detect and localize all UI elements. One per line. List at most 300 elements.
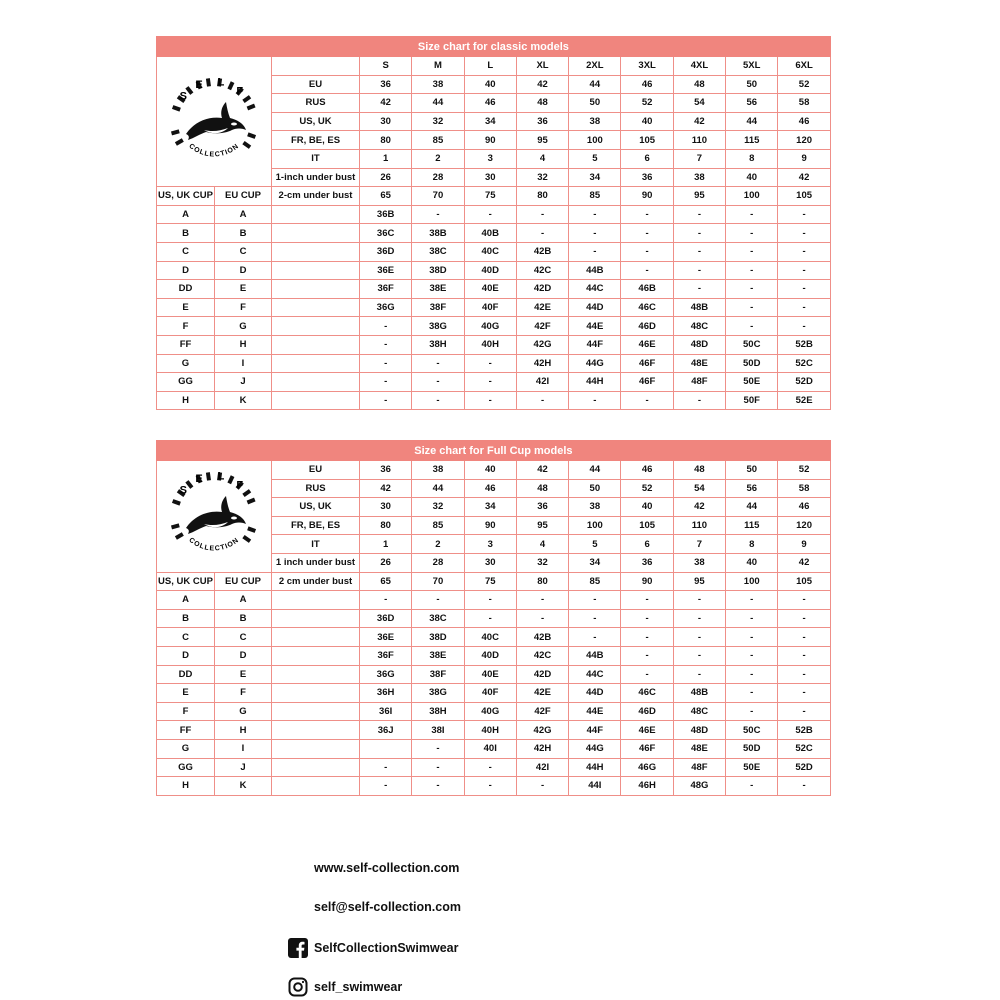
- table-cell: 52: [621, 479, 673, 498]
- table-cell: -: [778, 298, 830, 317]
- table-cell: 44F: [569, 335, 621, 354]
- row-label: IT: [272, 149, 360, 168]
- table-cell: 40: [726, 168, 778, 187]
- table-cell: 46D: [621, 317, 673, 336]
- eu-cup: C: [215, 242, 272, 261]
- table-cell: -: [726, 205, 778, 224]
- table-cell: 28: [412, 168, 464, 187]
- table-cell: 42E: [516, 298, 568, 317]
- table-cell: 48F: [673, 373, 725, 392]
- table-cell: 42F: [516, 702, 568, 721]
- table-cell: 110: [673, 131, 725, 150]
- table-cell: -: [621, 391, 673, 410]
- table-row: [157, 628, 831, 647]
- table-cell: 6: [621, 535, 673, 554]
- table-cell: 105: [621, 516, 673, 535]
- table-row: [157, 373, 831, 392]
- table-cell: 32: [516, 168, 568, 187]
- table-cell: 85: [569, 187, 621, 206]
- table-cell: -: [673, 261, 725, 280]
- table-cell: 48D: [673, 335, 725, 354]
- row-label: FR, BE, ES: [272, 516, 360, 535]
- table-cell: 38F: [412, 298, 464, 317]
- table-cell: -: [673, 646, 725, 665]
- table-cell: 42: [673, 112, 725, 131]
- table-cell: 46F: [621, 373, 673, 392]
- table-row: [157, 317, 831, 336]
- eu-cup: F: [215, 684, 272, 703]
- table-cell: -: [726, 242, 778, 261]
- table-cell: 34: [464, 112, 516, 131]
- row-label: FR, BE, ES: [272, 131, 360, 150]
- logo-dash: [187, 482, 192, 488]
- table-cell: -: [464, 373, 516, 392]
- blank-cell: [272, 354, 360, 373]
- table-cell: -: [778, 665, 830, 684]
- table-cell: 36: [360, 461, 412, 480]
- table-cell: 44E: [569, 317, 621, 336]
- logo-dash: [171, 526, 179, 528]
- table-cell: 50F: [726, 391, 778, 410]
- table-cell: 30: [464, 553, 516, 572]
- table-cell: 95: [673, 572, 725, 591]
- table-cell: 115: [726, 516, 778, 535]
- table-cell: 38H: [412, 335, 464, 354]
- table-cell: 90: [464, 516, 516, 535]
- logo-letter: F: [236, 84, 244, 97]
- table-cell: 38D: [412, 261, 464, 280]
- blank-cell: [272, 373, 360, 392]
- size-header: 3XL: [621, 57, 673, 76]
- table-cell: 38D: [412, 628, 464, 647]
- table-cell: -: [569, 591, 621, 610]
- table-cell: -: [726, 665, 778, 684]
- table-cell: 52B: [778, 335, 830, 354]
- us-uk-cup: FF: [157, 721, 215, 740]
- table-cell: 52C: [778, 739, 830, 758]
- logo-letter: S: [179, 484, 188, 497]
- eu-cup: D: [215, 261, 272, 280]
- table-cell: -: [464, 758, 516, 777]
- table-row: [157, 242, 831, 261]
- table-cell: -: [621, 242, 673, 261]
- table-cell: -: [673, 205, 725, 224]
- eu-cup: K: [215, 777, 272, 796]
- table-cell: 44: [726, 498, 778, 517]
- logo-dash: [247, 500, 254, 503]
- table-cell: 9: [778, 149, 830, 168]
- table-cell: -: [516, 609, 568, 628]
- table-cell: 105: [778, 572, 830, 591]
- table-cell: 40G: [464, 702, 516, 721]
- table-cell: -: [360, 373, 412, 392]
- table-cell: 34: [464, 498, 516, 517]
- blank-cell: [272, 298, 360, 317]
- blank-cell: [272, 646, 360, 665]
- table-cell: 44C: [569, 280, 621, 299]
- eu-cup: D: [215, 646, 272, 665]
- table-cell: 4: [516, 149, 568, 168]
- table-cell: 36F: [360, 646, 412, 665]
- table-cell: 38B: [412, 224, 464, 243]
- logo-dash: [248, 134, 256, 137]
- logo-dash: [248, 529, 256, 532]
- us-uk-cup-header: US, UK CUP: [157, 187, 215, 206]
- table-cell: 38G: [412, 317, 464, 336]
- table-cell: 46F: [621, 739, 673, 758]
- table-cell: 36E: [360, 261, 412, 280]
- table-cell: 36H: [360, 684, 412, 703]
- footer-instagram[interactable]: [288, 977, 402, 997]
- table-cell: 40: [464, 75, 516, 94]
- table-cell: 40B: [464, 224, 516, 243]
- table-cell: 38: [412, 461, 464, 480]
- table-cell: -: [464, 591, 516, 610]
- website-link[interactable]: www.self-collection.com: [314, 861, 460, 875]
- footer-facebook[interactable]: [288, 938, 458, 958]
- table-cell: 40F: [464, 684, 516, 703]
- table-cell: 8: [726, 149, 778, 168]
- instagram-link[interactable]: self_swimwear: [314, 980, 403, 994]
- table-cell: -: [412, 739, 464, 758]
- us-uk-cup: C: [157, 242, 215, 261]
- table-cell: 38: [569, 498, 621, 517]
- blank-cell: [272, 242, 360, 261]
- row-label: RUS: [272, 479, 360, 498]
- table-cell: -: [360, 335, 412, 354]
- table-cell: 50E: [726, 373, 778, 392]
- table-cell: 32: [516, 553, 568, 572]
- table-cell: 38F: [412, 665, 464, 684]
- table-cell: 52: [621, 94, 673, 113]
- table-cell: 2: [412, 149, 464, 168]
- table-cell: 54: [673, 94, 725, 113]
- size-header: XL: [516, 57, 568, 76]
- blank-cell: [272, 684, 360, 703]
- size-chart-full-cup: [156, 440, 830, 796]
- table-cell: 32: [412, 112, 464, 131]
- table-cell: 44B: [569, 646, 621, 665]
- us-uk-cup: DD: [157, 665, 215, 684]
- table-cell: 42G: [516, 335, 568, 354]
- self-collection-logo: [164, 72, 264, 172]
- table-cell: 38H: [412, 702, 464, 721]
- table-cell: 40I: [464, 739, 516, 758]
- table-cell: 52C: [778, 354, 830, 373]
- blank-cell: [272, 721, 360, 740]
- row-label: 1 inch under bust: [272, 553, 360, 572]
- table-cell: 46B: [621, 280, 673, 299]
- table-row: [157, 721, 831, 740]
- logo-dash: [176, 534, 183, 538]
- table-cell: -: [569, 628, 621, 647]
- table-row: [157, 739, 831, 758]
- table-cell: 46: [464, 479, 516, 498]
- table-cell: 50E: [726, 758, 778, 777]
- table-cell: -: [621, 261, 673, 280]
- table-cell: -: [673, 665, 725, 684]
- us-uk-cup: G: [157, 739, 215, 758]
- table-cell: -: [778, 261, 830, 280]
- table-cell: -: [778, 609, 830, 628]
- table-cell: 3: [464, 535, 516, 554]
- table-row: [157, 758, 831, 777]
- table-cell: -: [778, 777, 830, 796]
- table-cell: -: [412, 373, 464, 392]
- table-row: [157, 335, 831, 354]
- table-cell: 50: [726, 75, 778, 94]
- us-uk-cup: H: [157, 391, 215, 410]
- table-cell: 46: [621, 75, 673, 94]
- table-cell: -: [412, 354, 464, 373]
- table-cell: 46F: [621, 354, 673, 373]
- table-cell: -: [673, 628, 725, 647]
- table-cell: 52: [778, 461, 830, 480]
- blank-cell: [272, 665, 360, 684]
- table-cell: 50C: [726, 335, 778, 354]
- table-cell: 42: [516, 75, 568, 94]
- eu-cup: A: [215, 591, 272, 610]
- table-cell: 40: [464, 461, 516, 480]
- table-cell: 42I: [516, 373, 568, 392]
- table-cell: 80: [516, 187, 568, 206]
- blank-cell: [272, 317, 360, 336]
- table-cell: -: [412, 205, 464, 224]
- table-cell: 52D: [778, 758, 830, 777]
- logo-dash: [187, 87, 192, 93]
- table-cell: 48: [516, 94, 568, 113]
- table-cell: 48: [516, 479, 568, 498]
- table-cell: 80: [360, 516, 412, 535]
- table-cell: 48: [673, 75, 725, 94]
- table-cell: 48G: [673, 777, 725, 796]
- table-cell: 80: [516, 572, 568, 591]
- table-cell: 6: [621, 149, 673, 168]
- table-cell: 36: [621, 553, 673, 572]
- table-cell: 38G: [412, 684, 464, 703]
- table-cell: 5: [569, 535, 621, 554]
- table-cell: -: [621, 665, 673, 684]
- table-cell: 48B: [673, 684, 725, 703]
- table-cell: 65: [360, 572, 412, 591]
- table-cell: 90: [621, 187, 673, 206]
- table-cell: -: [569, 205, 621, 224]
- table-cell: -: [516, 777, 568, 796]
- orca-eye: [231, 517, 237, 520]
- table-cell: 115: [726, 131, 778, 150]
- size-header: 2XL: [569, 57, 621, 76]
- table-cell: 1: [360, 535, 412, 554]
- table-cell: -: [726, 609, 778, 628]
- table-cell: -: [778, 646, 830, 665]
- table-cell: -: [673, 224, 725, 243]
- table-cell: 56: [726, 479, 778, 498]
- table-cell: 36F: [360, 280, 412, 299]
- table-cell: 42H: [516, 354, 568, 373]
- table-cell: 70: [412, 187, 464, 206]
- table-cell: -: [778, 591, 830, 610]
- table-cell: 38C: [412, 242, 464, 261]
- us-uk-cup: B: [157, 609, 215, 628]
- logo-dash: [173, 501, 181, 504]
- table-row: [157, 391, 831, 410]
- table-cell: 38I: [412, 721, 464, 740]
- table-cell: -: [621, 224, 673, 243]
- table-cell: -: [516, 224, 568, 243]
- table-cell: 100: [569, 516, 621, 535]
- footer-website[interactable]: [314, 861, 459, 875]
- table-cell: 95: [516, 131, 568, 150]
- us-uk-cup: E: [157, 298, 215, 317]
- table-cell: 48C: [673, 702, 725, 721]
- table-row: [157, 354, 831, 373]
- self-collection-logo: [164, 466, 264, 566]
- table-row: [157, 224, 831, 243]
- table-cell: 52E: [778, 391, 830, 410]
- logo-letter: L: [217, 76, 225, 89]
- table-cell: 46C: [621, 298, 673, 317]
- table-cell: 44D: [569, 298, 621, 317]
- table-cell: -: [726, 628, 778, 647]
- table-cell: 38E: [412, 280, 464, 299]
- table-cell: 58: [778, 479, 830, 498]
- row-label: 2-cm under bust: [272, 187, 360, 206]
- table-cell: 46: [464, 94, 516, 113]
- logo-letter: L: [217, 470, 225, 483]
- table-cell: 32: [412, 498, 464, 517]
- us-uk-cup: GG: [157, 758, 215, 777]
- table-cell: -: [569, 224, 621, 243]
- us-uk-cup: A: [157, 205, 215, 224]
- table-cell: 2: [412, 535, 464, 554]
- facebook-link[interactable]: SelfCollectionSwimwear: [314, 941, 459, 955]
- table-cell: 42C: [516, 646, 568, 665]
- table-cell: 52B: [778, 721, 830, 740]
- table-cell: -: [673, 391, 725, 410]
- table-cell: 42E: [516, 684, 568, 703]
- table-cell: 46E: [621, 721, 673, 740]
- row-label: EU: [272, 461, 360, 480]
- table-cell: -: [360, 591, 412, 610]
- table-cell: 42B: [516, 628, 568, 647]
- table-cell: -: [360, 777, 412, 796]
- table-cell: 46C: [621, 684, 673, 703]
- blank-cell: [272, 591, 360, 610]
- logo-word: COLLECTION: [187, 142, 241, 159]
- row-label: EU: [272, 75, 360, 94]
- table-cell: 36J: [360, 721, 412, 740]
- us-uk-cup: F: [157, 702, 215, 721]
- facebook-icon: [288, 938, 308, 958]
- table-cell: 26: [360, 553, 412, 572]
- eu-cup: F: [215, 298, 272, 317]
- table-cell: -: [621, 591, 673, 610]
- table-cell: 44B: [569, 261, 621, 280]
- table-cell: -: [569, 391, 621, 410]
- table-cell: 36: [516, 498, 568, 517]
- table-cell: 40: [726, 553, 778, 572]
- table-cell: 40: [621, 112, 673, 131]
- table-cell: 36B: [360, 205, 412, 224]
- logo-dash: [208, 473, 209, 481]
- size-header: 4XL: [673, 57, 725, 76]
- table-cell: 52D: [778, 373, 830, 392]
- table-row: [157, 298, 831, 317]
- table-cell: -: [464, 205, 516, 224]
- us-uk-cup: B: [157, 224, 215, 243]
- table-cell: 40H: [464, 335, 516, 354]
- table-cell: 50C: [726, 721, 778, 740]
- table-cell: -: [778, 628, 830, 647]
- table-cell: 48D: [673, 721, 725, 740]
- table-cell: 44: [569, 75, 621, 94]
- table-cell: 40G: [464, 317, 516, 336]
- us-uk-cup: H: [157, 777, 215, 796]
- table-cell: -: [726, 224, 778, 243]
- table-cell: 50: [569, 94, 621, 113]
- us-uk-cup: E: [157, 684, 215, 703]
- table-cell: 42H: [516, 739, 568, 758]
- us-uk-cup: DD: [157, 280, 215, 299]
- blank-cell: [272, 391, 360, 410]
- table-cell: 7: [673, 535, 725, 554]
- table-cell: 38E: [412, 646, 464, 665]
- table-cell: 48: [673, 461, 725, 480]
- table-cell: 90: [621, 572, 673, 591]
- email-link[interactable]: self@self-collection.com: [314, 900, 461, 914]
- logo-letter: F: [236, 479, 244, 492]
- us-uk-cup: F: [157, 317, 215, 336]
- blank-cell: [272, 335, 360, 354]
- table-cell: 42C: [516, 261, 568, 280]
- table-cell: 52: [778, 75, 830, 94]
- table-cell: -: [516, 205, 568, 224]
- table-cell: 70: [412, 572, 464, 591]
- footer-email[interactable]: [314, 900, 461, 914]
- orca-eye: [231, 122, 237, 125]
- table-cell: 46H: [621, 777, 673, 796]
- table-cell: -: [778, 317, 830, 336]
- table-cell: -: [360, 354, 412, 373]
- table-cell: -: [621, 205, 673, 224]
- table-cell: -: [726, 684, 778, 703]
- table-cell: 5: [569, 149, 621, 168]
- table-cell: 42B: [516, 242, 568, 261]
- table-cell: 50D: [726, 739, 778, 758]
- table-cell: 100: [569, 131, 621, 150]
- logo-dash: [229, 476, 232, 483]
- table-cell: 105: [621, 131, 673, 150]
- chart-title: Size chart for Full Cup models: [157, 441, 831, 461]
- chart-title: Size chart for classic models: [157, 37, 831, 57]
- table-cell: -: [673, 242, 725, 261]
- table-cell: 65: [360, 187, 412, 206]
- table-cell: 75: [464, 187, 516, 206]
- table-cell: 40D: [464, 646, 516, 665]
- logo-dash: [243, 96, 250, 101]
- table-cell: 36E: [360, 628, 412, 647]
- table-cell: -: [726, 702, 778, 721]
- table-cell: 85: [412, 516, 464, 535]
- table-cell: 40E: [464, 280, 516, 299]
- table-row: [157, 280, 831, 299]
- size-chart-classic: [156, 36, 830, 410]
- blank-cell: [272, 280, 360, 299]
- table-cell: 1: [360, 149, 412, 168]
- table-cell: 46G: [621, 758, 673, 777]
- table-cell: 80: [360, 131, 412, 150]
- table-cell: -: [726, 298, 778, 317]
